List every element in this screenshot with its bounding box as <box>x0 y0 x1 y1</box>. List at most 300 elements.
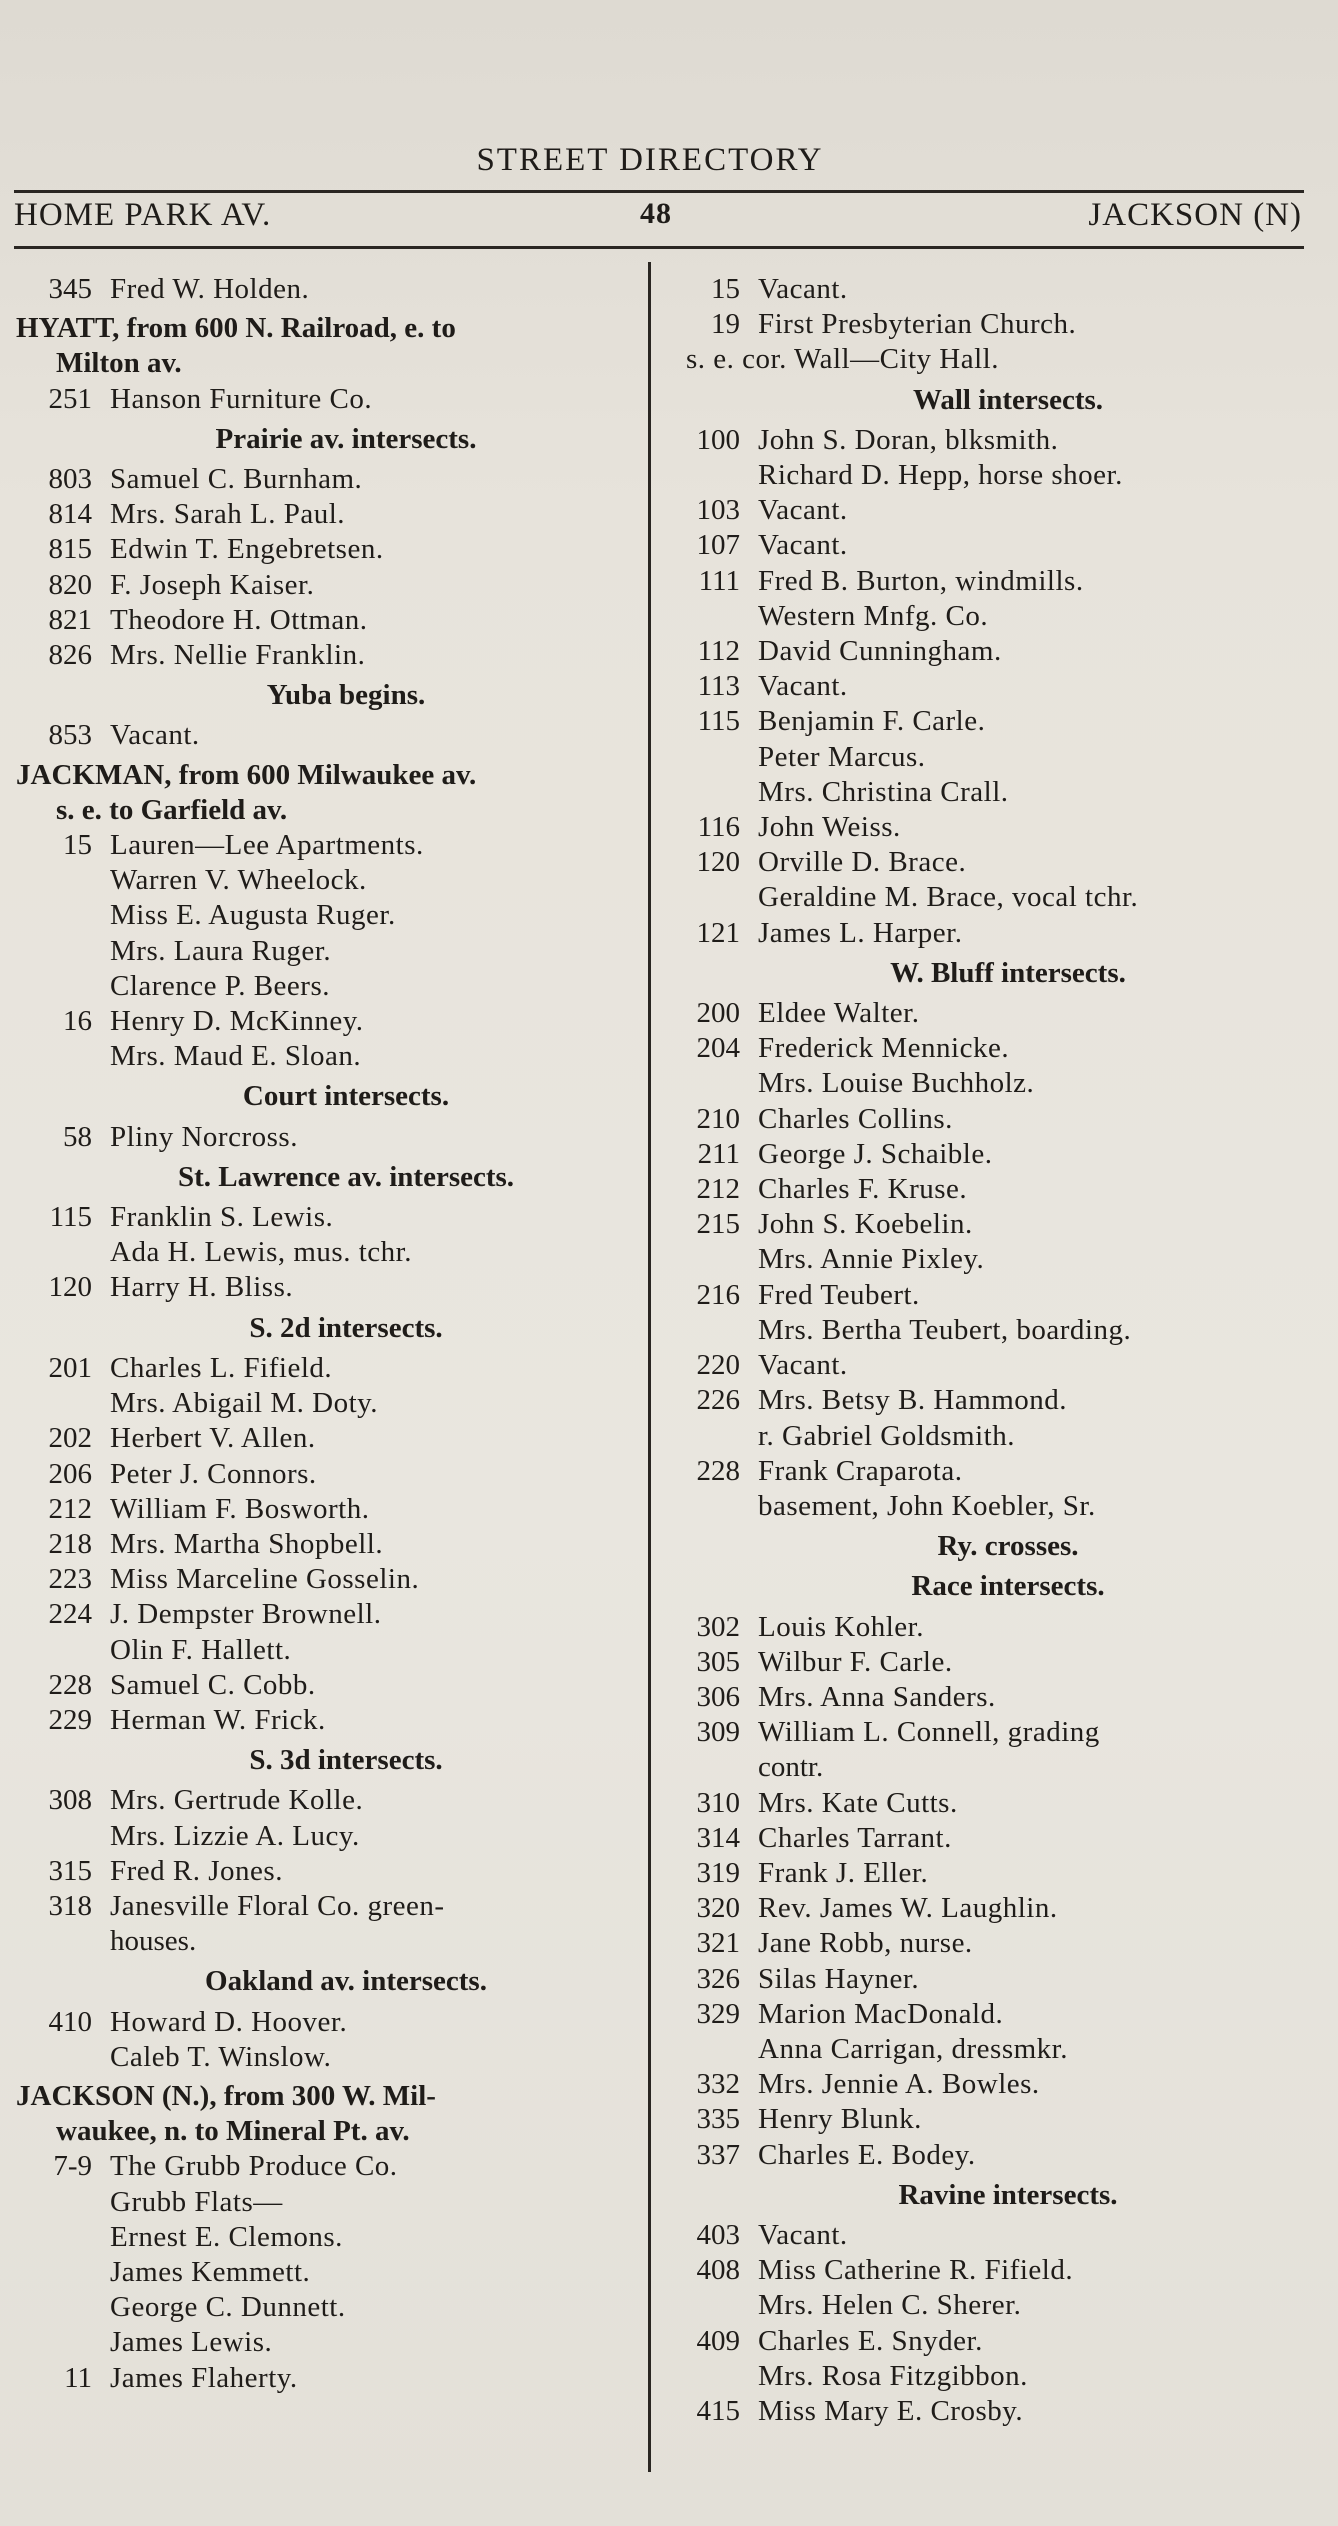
directory-entry <box>672 2218 1304 2253</box>
entry-text: Miss Mary E. Crosby. <box>758 2394 1024 2427</box>
entry-text: Ada H. Lewis, mus. tchr. <box>110 1236 412 1269</box>
directory-entry <box>16 1039 636 1074</box>
directory-entry <box>672 1383 1304 1418</box>
house-number: 820 <box>48 568 92 601</box>
directory-entry <box>672 2288 1304 2323</box>
house-number: 321 <box>696 1927 740 1960</box>
entry-text: Miss Marceline Gosselin. <box>110 1563 420 1596</box>
directory-entry <box>16 1854 636 1889</box>
directory-entry <box>672 1419 1304 1454</box>
entry-text: Vacant. <box>758 2218 848 2251</box>
house-number: 215 <box>696 1208 740 1241</box>
house-number: 410 <box>48 2005 92 2038</box>
house-number: 120 <box>696 846 740 879</box>
directory-entry <box>672 880 1304 915</box>
directory-entry <box>16 497 636 532</box>
directory-entry <box>16 382 636 417</box>
intersection-heading: Race intersects. <box>911 1570 1105 1603</box>
house-number <box>16 863 110 898</box>
house-number: 212 <box>696 1173 740 1206</box>
intersection-heading: W. Bluff intersects. <box>890 956 1126 989</box>
house-number: 19 <box>711 308 740 341</box>
directory-entry <box>672 1454 1304 1489</box>
house-number: 310 <box>696 1786 740 1819</box>
entry-text: Edwin T. Engebretsen. <box>110 533 384 566</box>
directory-entry <box>16 2005 636 2040</box>
street-heading <box>16 307 636 381</box>
directory-entry <box>672 1102 1304 1137</box>
house-number: 329 <box>696 1997 740 2030</box>
directory-entry <box>16 2149 636 2184</box>
directory-entry <box>16 532 636 567</box>
house-number: 415 <box>696 2394 740 2427</box>
directory-entry <box>16 1889 636 1924</box>
directory-entry <box>16 718 636 753</box>
directory-entry <box>16 863 636 898</box>
directory-entry <box>16 2290 636 2325</box>
entry-text: Orville D. Brace. <box>758 846 967 879</box>
entry-text: Mrs. Annie Pixley. <box>758 1243 985 1276</box>
entry-text: William L. Connell, grading <box>758 1716 1100 1749</box>
entry-text: Vacant. <box>758 494 848 527</box>
house-number: 121 <box>696 916 740 949</box>
entry-text: Charles Collins. <box>758 1102 953 1135</box>
entry-text: Caleb T. Winslow. <box>110 2040 332 2073</box>
entry-text: Olin F. Hallett. <box>110 1633 292 1666</box>
directory-entry <box>672 493 1304 528</box>
entry-text: Samuel C. Burnham. <box>110 463 363 496</box>
entry-text: James Flaherty. <box>110 2361 298 2394</box>
directory-entry <box>16 2185 636 2220</box>
directory-entry <box>16 934 636 969</box>
house-number <box>16 2255 110 2290</box>
entry-text: Clarence P. Beers. <box>110 969 330 1002</box>
directory-entry <box>672 1242 1304 1277</box>
directory-entry <box>672 564 1304 599</box>
directory-entry <box>672 1821 1304 1856</box>
entry-text: Geraldine M. Brace, vocal tchr. <box>758 881 1139 914</box>
house-number: 226 <box>696 1384 740 1417</box>
house-number <box>16 1819 110 1854</box>
directory-entry <box>672 2032 1304 2067</box>
directory-entry <box>16 603 636 638</box>
directory-entry <box>672 1891 1304 1926</box>
house-number: 403 <box>696 2218 740 2251</box>
directory-entry <box>672 1278 1304 1313</box>
house-number: 201 <box>48 1351 92 1384</box>
street-heading-line: JACKSON (N.), from 300 W. Mil- <box>16 2079 436 2112</box>
house-number: 112 <box>697 635 740 668</box>
house-number <box>16 2325 110 2360</box>
house-number: 107 <box>696 529 740 562</box>
house-number: 228 <box>696 1454 740 1487</box>
house-number <box>16 1633 110 1668</box>
directory-entry <box>672 423 1304 458</box>
house-number <box>16 2290 110 2325</box>
directory-entry <box>672 810 1304 845</box>
entry-text: Charles E. Bodey. <box>758 2138 976 2171</box>
house-number: 223 <box>48 1563 92 1596</box>
entry-text: s. e. cor. Wall—City Hall. <box>686 343 999 376</box>
intersection-heading: Wall intersects. <box>912 383 1104 416</box>
house-number <box>16 2185 110 2220</box>
directory-entry <box>16 1562 636 1597</box>
entry-text: Silas Hayner. <box>758 1962 920 1995</box>
house-number: 210 <box>696 1102 740 1135</box>
house-number: 211 <box>697 1137 740 1170</box>
directory-entry <box>672 1066 1304 1101</box>
entry-text: Mrs. Rosa Fitzgibbon. <box>758 2359 1028 2392</box>
house-number: 115 <box>697 705 740 738</box>
directory-entry <box>672 669 1304 704</box>
entry-text: William F. Bosworth. <box>110 1492 370 1525</box>
house-number: 853 <box>48 719 92 752</box>
street-heading-line: HYATT, from 600 N. Railroad, e. to <box>16 312 456 345</box>
directory-entry <box>16 1703 636 1738</box>
entry-text: Peter J. Connors. <box>110 1457 317 1490</box>
directory-entry <box>672 1786 1304 1821</box>
house-number: 212 <box>48 1492 92 1525</box>
entry-text: Grubb Flats— <box>110 2185 283 2218</box>
entry-text: Samuel C. Cobb. <box>110 1668 316 1701</box>
directory-entry <box>16 1668 636 1703</box>
directory-entry <box>16 1527 636 1562</box>
house-number <box>672 2288 758 2323</box>
entry-text: Mrs. Anna Sanders. <box>758 1680 996 1713</box>
entry-text: George J. Schaible. <box>758 1137 993 1170</box>
entry-text: Ernest E. Clemons. <box>110 2220 343 2253</box>
directory-entry <box>672 1997 1304 2032</box>
entry-text: James Lewis. <box>110 2326 273 2359</box>
intersection-heading: Court intersects. <box>242 1080 450 1113</box>
directory-entry <box>16 898 636 933</box>
entry-text: Jane Robb, nurse. <box>758 1927 973 1960</box>
directory-entry <box>672 1348 1304 1383</box>
entry-text: Mrs. Maud E. Sloan. <box>110 1040 362 1073</box>
house-number: 335 <box>696 2103 740 2136</box>
directory-entry <box>672 916 1304 951</box>
directory-entry <box>672 1715 1304 1750</box>
house-number: 58 <box>63 1120 92 1153</box>
house-number <box>672 1419 758 1454</box>
house-number: 220 <box>696 1349 740 1382</box>
entry-text: Miss E. Augusta Ruger. <box>110 899 396 932</box>
house-number: 251 <box>48 382 92 415</box>
directory-entry <box>16 1492 636 1527</box>
house-number: 309 <box>696 1716 740 1749</box>
entry-text: Vacant. <box>758 529 848 562</box>
house-number <box>672 880 758 915</box>
entry-text: Mrs. Laura Ruger. <box>110 934 332 967</box>
header-top-rule <box>14 190 1304 193</box>
street-heading-line: JACKMAN, from 600 Milwaukee av. <box>16 758 477 791</box>
house-number: 229 <box>48 1703 92 1736</box>
directory-entry <box>672 1962 1304 1997</box>
intersection-heading: Prairie av. intersects. <box>215 422 477 455</box>
street-heading-line: Milton av. <box>56 347 182 380</box>
house-number: 116 <box>697 811 740 844</box>
directory-entry <box>672 1856 1304 1891</box>
house-number: 100 <box>696 423 740 456</box>
entry-text: Western Mnfg. Co. <box>758 599 989 632</box>
entry-text: Vacant. <box>110 719 200 752</box>
running-head-right: JACKSON (N) <box>1088 197 1302 233</box>
entry-text: Mrs. Martha Shopbell. <box>110 1527 384 1560</box>
directory-entry <box>672 845 1304 880</box>
entry-text: basement, John Koebler, Sr. <box>758 1489 1096 1522</box>
street-heading <box>16 2075 636 2149</box>
entry-text: Wilbur F. Carle. <box>758 1645 953 1678</box>
directory-entry <box>672 1610 1304 1645</box>
house-number <box>672 1489 758 1524</box>
header-bottom-rule <box>14 246 1304 249</box>
house-number: 206 <box>48 1457 92 1490</box>
house-number: 803 <box>48 463 92 496</box>
entry-text: Marion MacDonald. <box>758 1997 1004 2030</box>
house-number: 320 <box>696 1892 740 1925</box>
directory-entry <box>672 2138 1304 2173</box>
directory-entry <box>16 1633 636 1668</box>
directory-entry <box>16 2255 636 2290</box>
entry-text: Anna Carrigan, dressmkr. <box>758 2032 1068 2065</box>
house-number: 315 <box>48 1854 92 1887</box>
directory-entry <box>672 2067 1304 2102</box>
directory-entry <box>672 634 1304 669</box>
directory-entry <box>672 2102 1304 2137</box>
page-number: 48 <box>640 197 672 230</box>
entry-text: Mrs. Betsy B. Hammond. <box>758 1384 1068 1417</box>
house-number <box>16 2220 110 2255</box>
entry-text: James L. Harper. <box>758 916 963 949</box>
entry-text: Warren V. Wheelock. <box>110 864 367 897</box>
entry-text: Mrs. Louise Buchholz. <box>758 1067 1035 1100</box>
house-number: 228 <box>48 1668 92 1701</box>
house-number: 218 <box>48 1527 92 1560</box>
entry-text: Mrs. Bertha Teubert, boarding. <box>758 1313 1132 1346</box>
directory-entry <box>16 1386 636 1421</box>
entry-text: George C. Dunnett. <box>110 2291 346 2324</box>
entry-text: Pliny Norcross. <box>110 1120 298 1153</box>
house-number <box>16 934 110 969</box>
house-number <box>16 2040 110 2075</box>
directory-entry <box>16 1457 636 1492</box>
directory-entry <box>672 1489 1304 1524</box>
house-number: 345 <box>48 273 92 305</box>
house-number: 302 <box>696 1610 740 1643</box>
entry-text: r. Gabriel Goldsmith. <box>758 1419 1015 1452</box>
house-number: 111 <box>698 564 740 597</box>
house-number <box>672 458 758 493</box>
house-number: 11 <box>64 2361 92 2394</box>
entry-text: James Kemmett. <box>110 2255 311 2288</box>
directory-entry <box>672 1172 1304 1207</box>
directory-entry <box>672 740 1304 775</box>
house-number: 103 <box>696 494 740 527</box>
entry-text: Mrs. Abigail M. Doty. <box>110 1387 379 1420</box>
directory-entry <box>672 1680 1304 1715</box>
entry-text: Miss Catherine R. Fifield. <box>758 2254 1074 2287</box>
intersection-heading: Ry. crosses. <box>937 1530 1079 1563</box>
house-number: 306 <box>696 1680 740 1713</box>
directory-entry <box>16 1270 636 1305</box>
entry-text: Charles F. Kruse. <box>758 1173 968 1206</box>
directory-entry <box>16 969 636 1004</box>
house-number: 7-9 <box>53 2150 92 2183</box>
entry-text: The Grubb Produce Co. <box>110 2150 398 2183</box>
house-number: 815 <box>48 533 92 566</box>
intersection-heading: Yuba begins. <box>266 679 426 712</box>
entry-text: John S. Doran, blksmith. <box>758 423 1059 456</box>
directory-entry <box>16 272 636 307</box>
directory-entry <box>672 2359 1304 2394</box>
entry-text: Vacant. <box>758 670 848 703</box>
intersection-heading: S. 2d intersects. <box>249 1311 443 1344</box>
directory-entry <box>672 1137 1304 1172</box>
entry-text: Theodore H. Ottman. <box>110 603 368 636</box>
directory-entry <box>16 1421 636 1456</box>
house-number <box>16 969 110 1004</box>
entry-text: Fred B. Burton, windmills. <box>758 564 1084 597</box>
house-number: 408 <box>696 2254 740 2287</box>
entry-text: F. Joseph Kaiser. <box>110 568 315 601</box>
house-number: 314 <box>696 1821 740 1854</box>
entry-text: First Presbyterian Church. <box>758 308 1077 341</box>
street-heading-line: waukee, n. to Mineral Pt. av. <box>56 2115 410 2148</box>
entry-text: Mrs. Nellie Franklin. <box>110 639 366 672</box>
house-number <box>672 1066 758 1101</box>
directory-entry <box>672 599 1304 634</box>
house-number <box>16 1235 110 1270</box>
entry-text: Frank J. Eller. <box>758 1856 929 1889</box>
house-number: 200 <box>696 997 740 1030</box>
house-number: 305 <box>696 1645 740 1678</box>
street-heading-line: s. e. to Garfield av. <box>56 793 288 826</box>
running-head-left: HOME PARK AV. <box>14 197 272 233</box>
entry-text: Peter Marcus. <box>758 740 926 773</box>
entry-continuation: houses. <box>110 1925 197 1958</box>
directory-entry <box>16 1783 636 1818</box>
directory-entry <box>672 996 1304 1031</box>
left-column <box>16 272 636 2396</box>
entry-text: Mrs. Gertrude Kolle. <box>110 1784 364 1817</box>
house-number <box>672 1242 758 1277</box>
house-number: 319 <box>696 1856 740 1889</box>
entry-text: Vacant. <box>758 273 848 305</box>
entry-text: Richard D. Hepp, horse shoer. <box>758 459 1123 492</box>
house-number <box>16 1039 110 1074</box>
directory-entry <box>672 1207 1304 1242</box>
directory-entry <box>16 1120 636 1155</box>
entry-text: Mrs. Christina Crall. <box>758 775 1009 808</box>
directory-entry <box>672 1926 1304 1961</box>
house-number: 16 <box>63 1005 92 1038</box>
entry-text: Mrs. Kate Cutts. <box>758 1786 958 1819</box>
directory-entry <box>16 2361 636 2396</box>
entry-text: Janesville Floral Co. green- <box>110 1889 445 1922</box>
house-number: 326 <box>696 1962 740 1995</box>
entry-continuation: contr. <box>758 1751 824 1784</box>
directory-entry <box>672 775 1304 810</box>
house-number: 337 <box>696 2138 740 2171</box>
entry-text: J. Dempster Brownell. <box>110 1598 382 1631</box>
house-number: 332 <box>696 2068 740 2101</box>
house-number <box>672 775 758 810</box>
house-number: 216 <box>696 1278 740 1311</box>
directory-entry <box>16 1235 636 1270</box>
house-number: 814 <box>48 498 92 531</box>
house-number: 318 <box>48 1889 92 1922</box>
intersection-heading: S. 3d intersects. <box>249 1744 443 1777</box>
directory-entry <box>16 2220 636 2255</box>
house-number: 224 <box>48 1598 92 1631</box>
house-number <box>672 1313 758 1348</box>
entry-text: Mrs. Helen C. Sherer. <box>758 2289 1022 2322</box>
directory-entry <box>16 1819 636 1854</box>
entry-text: John S. Koebelin. <box>758 1208 973 1241</box>
house-number: 120 <box>48 1271 92 1304</box>
column-divider <box>648 262 651 2472</box>
house-number: 308 <box>48 1784 92 1817</box>
directory-entry <box>16 568 636 603</box>
entry-text: Franklin S. Lewis. <box>110 1201 334 1234</box>
directory-entry <box>16 1351 636 1386</box>
entry-text: John Weiss. <box>758 811 901 844</box>
entry-text: Vacant. <box>758 1349 848 1382</box>
entry-text: Harry H. Bliss. <box>110 1271 294 1304</box>
page-title: STREET DIRECTORY <box>476 142 824 178</box>
entry-text: Hanson Furniture Co. <box>110 382 373 415</box>
house-number <box>16 898 110 933</box>
directory-entry <box>672 307 1304 342</box>
house-number: 821 <box>48 603 92 636</box>
intersection-heading: Ravine intersects. <box>898 2178 1118 2211</box>
directory-entry <box>16 1200 636 1235</box>
directory-entry <box>16 2040 636 2075</box>
intersection-heading: Oakland av. intersects. <box>205 1965 487 1998</box>
directory-entry <box>16 828 636 863</box>
directory-entry <box>672 272 1304 307</box>
entry-text: Frank Craparota. <box>758 1454 963 1487</box>
house-number: 202 <box>48 1422 92 1455</box>
entry-text: Henry Blunk. <box>758 2103 922 2136</box>
entry-text: Charles L. Fifield. <box>110 1351 333 1384</box>
entry-text: Mrs. Sarah L. Paul. <box>110 498 346 531</box>
entry-text: David Cunningham. <box>758 635 1002 668</box>
entry-text: Mrs. Jennie A. Bowles. <box>758 2068 1040 2101</box>
directory-entry <box>16 1597 636 1632</box>
entry-text: Lauren—Lee Apartments. <box>110 829 424 862</box>
house-number: 15 <box>63 829 92 862</box>
entry-text: Herman W. Frick. <box>110 1703 326 1736</box>
intersection-heading: St. Lawrence av. intersects. <box>177 1160 515 1193</box>
entry-text: Howard D. Hoover. <box>110 2005 348 2038</box>
entry-text: Herbert V. Allen. <box>110 1422 316 1455</box>
entry-text: Louis Kohler. <box>758 1610 924 1643</box>
house-number: 15 <box>711 273 740 305</box>
house-number: 204 <box>696 1032 740 1065</box>
entry-text: Benjamin F. Carle. <box>758 705 986 738</box>
entry-text: Rev. James W. Laughlin. <box>758 1892 1058 1925</box>
street-heading <box>16 754 636 828</box>
directory-entry <box>686 342 1304 377</box>
directory-entry <box>672 2253 1304 2288</box>
directory-entry <box>672 704 1304 739</box>
directory-entry <box>672 1313 1304 1348</box>
entry-text: Charles E. Snyder. <box>758 2324 983 2357</box>
directory-entry <box>16 1004 636 1039</box>
right-column <box>672 272 1304 2429</box>
entry-text: Fred W. Holden. <box>110 273 310 305</box>
